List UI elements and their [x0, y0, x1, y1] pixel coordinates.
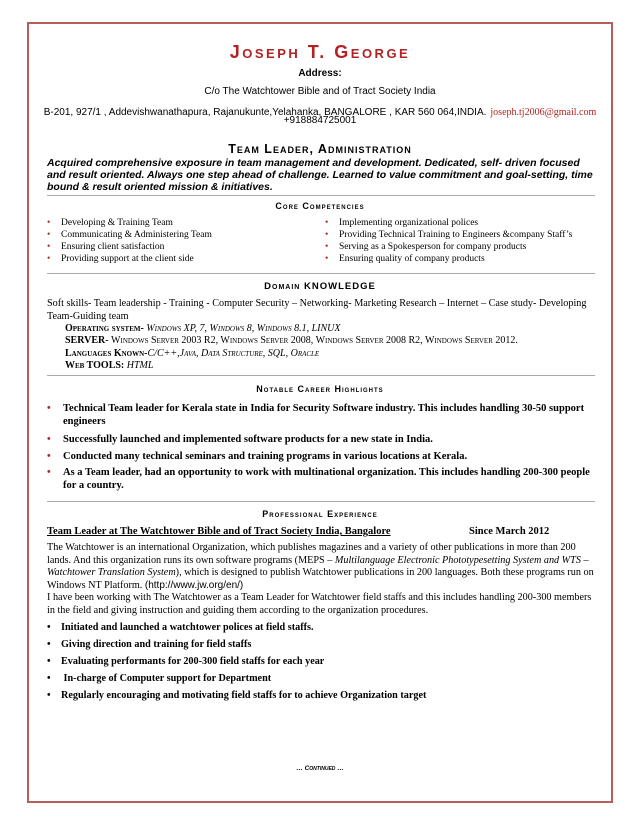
divider	[47, 195, 595, 196]
languages-row: Languages Known-C/C++,Java, Data Structure, SQL, Oracle	[65, 347, 320, 359]
bullet-icon: •	[47, 403, 51, 414]
experience-paragraph-2: I have been working with The Watchtower as a Team Leader for Watchtower field staffs and this includes handling 200-300 members in the field and giving instruction and guiding them according to the organization procedures.	[47, 592, 592, 616]
domain-knowledge-title: Domain KNOWLEDGE	[264, 281, 376, 292]
server-row: SERVER- Windows Server 2003 R2, Windows Server 2008, Windows Server 2008 R2, Windows Server 2012.	[65, 335, 518, 347]
technical-skills	[65, 323, 599, 372]
address-line-2: B-201, 927/1 , Addevishwanathapura, Rajanukunte,Yelahanka, BANGALORE , KAR 560 064,INDIA.	[43, 107, 487, 118]
objective-text: Acquired comprehensive exposure in team management and development. Dedicated, self- driven focused and result oriented. Always one step ahead of challenge. Learned to value commitment and goal-setting, time bound & result oriented mission & initiatives.	[47, 157, 593, 193]
experience-title: Professional Experience	[262, 509, 378, 519]
list-item: • Initiated and launched a watchtower polices at field staffs.	[47, 622, 314, 633]
bullet-icon: •	[47, 242, 51, 252]
list-item: • Technical Team leader for Kerala state in India for Security Software industry. This includes handling 30-50 support engineers	[47, 403, 585, 427]
divider	[47, 273, 595, 274]
bullet-icon: •	[47, 639, 51, 650]
list-item: • Providing support at the client side	[47, 254, 194, 264]
list-item: • Giving direction and training for field staffs	[47, 639, 252, 650]
bullet-icon: •	[325, 230, 329, 240]
list-item: • Communicating & Administering Team	[47, 230, 212, 240]
core-competencies-title: Core Competencies	[275, 201, 365, 211]
divider	[47, 501, 595, 502]
resume-page	[27, 22, 613, 803]
bullet-icon: •	[47, 622, 51, 633]
list-item: • Evaluating performants for 200-300 field staffs for each year	[47, 656, 325, 667]
divider	[47, 375, 595, 376]
list-item: • Implementing organizational polices	[325, 218, 479, 228]
address-line-1: C/o The Watchtower Bible and of Tract Society India	[204, 86, 436, 97]
bullet-icon: •	[47, 434, 51, 445]
soft-skills-text: Soft skills- Team leadership - Training - Computer Security – Networking- Marketing Research – Internet – Case study- Developing Team-Guiding team	[47, 298, 587, 322]
bullet-icon: •	[47, 451, 51, 462]
list-item: • Conducted many technical seminars and training programs in various locations at Kerala.	[47, 451, 468, 462]
list-item: • Serving as a Spokesperson for company products	[325, 242, 527, 252]
highlights-title: Notable Career Highlights	[256, 384, 384, 394]
bullet-icon: •	[47, 673, 51, 684]
list-item: • Providing Technical Training to Engineers &company Staff’s	[325, 230, 573, 240]
phone-number: +918884725001	[283, 115, 357, 126]
experience-paragraph-1: The Watchtower is an international Organization, which publishes magazines and a variety of other publications in more than 200 lands. And this organization runs its own software programs (MEPS – Multilanguage Electronic Phototypesetting System and WTS – Watchtower Translation System), which is designed to publish Watchtower publications in 200 languages. Both these programs run on Windows NT Platform. (http://www.jw.org/en/)	[47, 542, 594, 591]
job-title: Team Leader at The Watchtower Bible and of Tract Society India, Bangalore	[47, 526, 391, 537]
bullet-icon: •	[47, 254, 51, 264]
list-item: • As a Team leader, had an opportunity to work with multinational organization. This includes handling 200-300 people for a country.	[47, 467, 590, 491]
bullet-icon: •	[47, 656, 51, 667]
bullet-icon: •	[325, 254, 329, 264]
website-link[interactable]: (http://www.jw.org/en/)	[144, 579, 244, 591]
bullet-icon: •	[325, 242, 329, 252]
address-label: Address:	[298, 68, 342, 79]
core-competencies-right	[325, 217, 595, 265]
bullet-icon: •	[47, 230, 51, 240]
list-item: • Developing & Training Team	[47, 218, 173, 228]
list-item: • Ensuring client satisfaction	[47, 242, 165, 252]
bullet-icon: •	[325, 218, 329, 228]
bullet-icon: •	[47, 218, 51, 228]
job-dates: Since March 2012	[469, 526, 550, 537]
os-row: Operating system- Windows XP, 7, Windows 8, Windows 8.1, LINUX	[65, 323, 341, 334]
continued-note: … Continued …	[296, 765, 344, 772]
list-item: • Regularly encouraging and motivating field staffs for to achieve Organization target	[47, 690, 427, 701]
objective-title: Team Leader, Administration	[228, 142, 412, 156]
bullet-icon: •	[47, 467, 51, 478]
core-competencies-left	[47, 217, 317, 265]
list-item: • Successfully launched and implemented software products for a new state in India.	[47, 434, 433, 445]
bullet-icon: •	[47, 690, 51, 701]
candidate-name: Joseph T. George	[229, 42, 411, 62]
web-tools-row: Web TOOLS: HTML	[65, 359, 154, 371]
list-item: • Ensuring quality of company products	[325, 254, 485, 264]
list-item: • In-charge of Computer support for Department	[47, 673, 272, 684]
email-link[interactable]: joseph.tj2006@gmail.com	[490, 107, 597, 118]
